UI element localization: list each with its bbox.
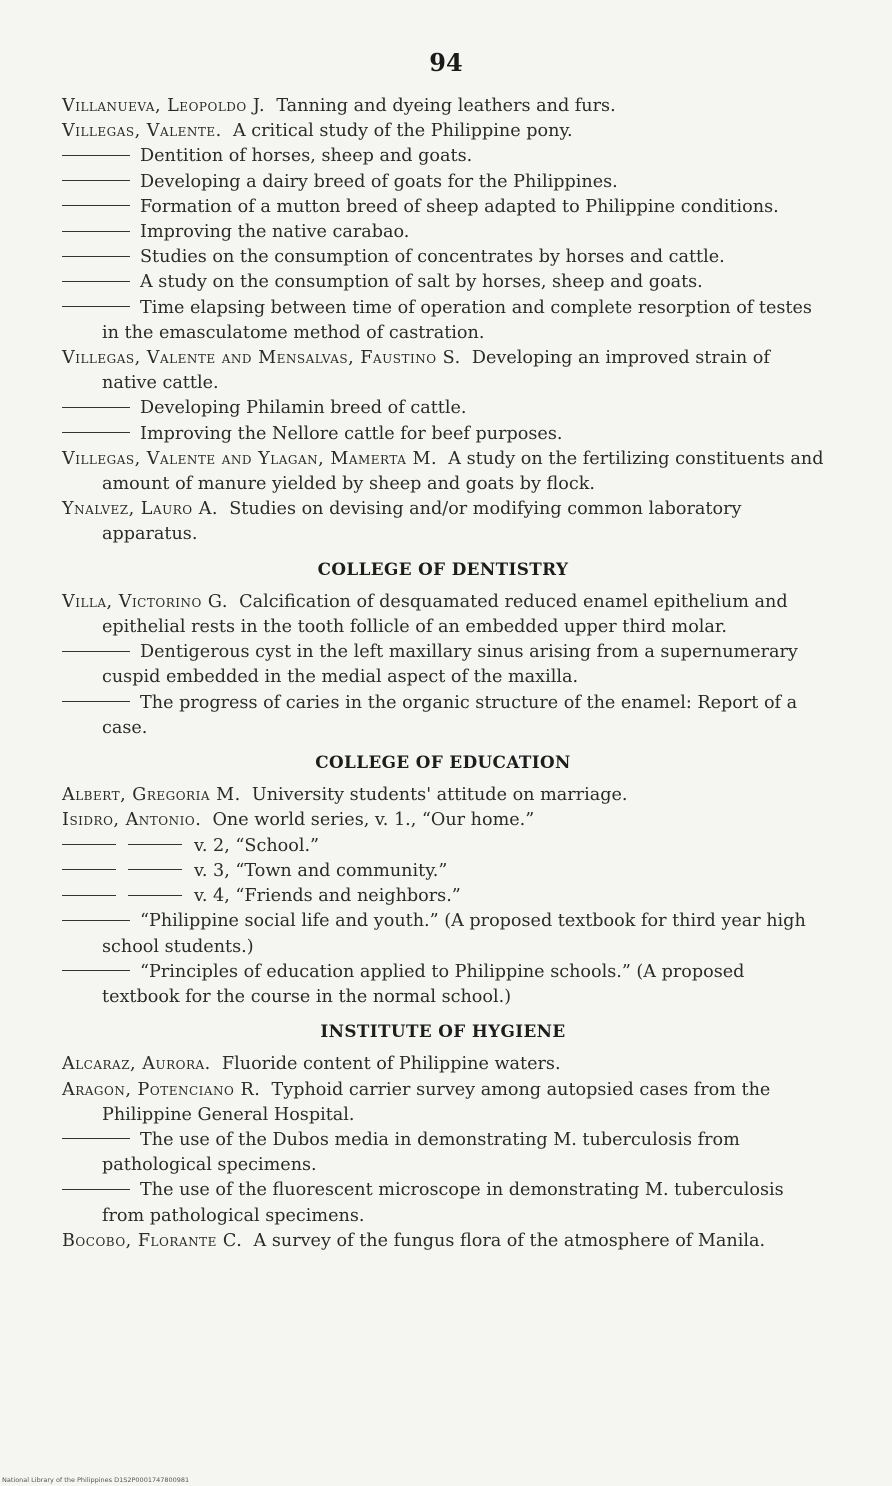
entry-title: v. 4, “Friends and neighbors.” <box>194 886 461 907</box>
entry <box>62 270 824 295</box>
ditto-dash <box>62 205 130 206</box>
entry-title: University students' attitude on marriage. <box>251 785 628 806</box>
entry-title: Time elapsing between time of operation and complete resorption of testes in the emasculatome method of castration. <box>102 297 812 343</box>
section-heading-education: COLLEGE OF EDUCATION <box>315 752 571 773</box>
entry-author: Villegas, Valente and Ylagan, Mamerta M. <box>62 448 438 469</box>
entry <box>62 884 824 909</box>
entry <box>62 447 824 497</box>
entry-author: Bocobo, Florante C. <box>62 1230 243 1251</box>
entry <box>62 220 824 245</box>
entry-title: Tanning and dyeing leathers and furs. <box>276 96 616 116</box>
ditto-dash <box>62 306 130 307</box>
ditto-dash <box>62 869 116 870</box>
entry <box>62 783 824 808</box>
entry-title: Developing a dairy breed of goats for the Philippines. <box>140 171 618 192</box>
ditto-dash <box>62 407 130 408</box>
entry <box>62 195 824 220</box>
entry <box>62 640 824 690</box>
entry-title: A study on the consumption of salt by horses, sheep and goats. <box>140 272 703 293</box>
entry <box>62 808 824 833</box>
entry-author: Ynalvez, Lauro A. <box>62 499 219 520</box>
page-number: 94 <box>429 48 463 77</box>
bibliography-content <box>62 94 824 1254</box>
entry-title: Fluoride content of Philippine waters. <box>221 1054 561 1075</box>
ditto-dash <box>62 701 130 702</box>
ditto-dash <box>62 970 130 971</box>
entry <box>62 960 824 1010</box>
entry-author: Villa, Victorino G. <box>62 591 228 612</box>
entry <box>62 1178 824 1228</box>
entry-author: Alcaraz, Aurora. <box>62 1054 211 1075</box>
ditto-dash <box>62 844 116 845</box>
entry-author: Aragon, Potenciano R. <box>62 1079 261 1100</box>
entry-title: Formation of a mutton breed of sheep adapted to Philippine conditions. <box>140 196 779 217</box>
ditto-dash <box>62 920 130 921</box>
ditto-dash <box>128 844 182 845</box>
library-footer: National Library of the Philippines D1S2P0001747800981 <box>2 1476 190 1484</box>
entry <box>62 170 824 195</box>
entry <box>62 497 824 547</box>
entry <box>62 859 824 884</box>
entry <box>62 1128 824 1178</box>
entry <box>62 144 824 169</box>
entry <box>62 296 824 346</box>
entry <box>62 909 824 959</box>
section-heading-hygiene: INSTITUTE OF HYGIENE <box>320 1021 566 1042</box>
entry-title: The use of the fluorescent microscope in demonstrating M. tuberculosis from pathological specimens. <box>102 1180 784 1226</box>
entry-title: v. 3, “Town and community.” <box>194 860 448 881</box>
entry <box>62 691 824 741</box>
entry <box>62 396 824 421</box>
entry-title: Improving the native carabao. <box>140 222 410 243</box>
entry-title: Studies on the consumption of concentrates by horses and cattle. <box>140 247 725 268</box>
entry <box>62 119 824 144</box>
entry <box>62 1229 824 1254</box>
ditto-dash <box>62 1138 130 1139</box>
entry-title: Improving the Nellore cattle for beef purposes. <box>140 423 563 444</box>
entry-title: Typhoid carrier survey among autopsied cases from the Philippine General Hospital. <box>102 1079 771 1125</box>
entry <box>62 346 824 396</box>
entry-title: v. 2, “School.” <box>194 835 320 856</box>
ditto-dash <box>62 155 130 156</box>
entry-title: One world series, v. 1., “Our home.” <box>212 810 535 831</box>
entry-title: A survey of the fungus flora of the atmosphere of Manila. <box>253 1230 766 1251</box>
entry-author: Albert, Gregoria M. <box>62 785 241 806</box>
entry <box>62 245 824 270</box>
entry-author: Villanueva, Leopoldo J. <box>62 96 266 116</box>
entry <box>62 94 824 119</box>
entry-title: A study on the fertilizing constituents and amount of manure yielded by sheep and goats by flock. <box>102 448 824 495</box>
ditto-dash <box>62 651 130 652</box>
entry-title: The progress of caries in the organic structure of the enamel: Report of a case. <box>102 692 798 738</box>
entry-title: “Principles of education applied to Philippine schools.” (A proposed textbook for the course in the normal school.) <box>102 961 745 1007</box>
entry-title: “Philippine social life and youth.” (A proposed textbook for third year high school students.) <box>102 911 806 957</box>
ditto-dash <box>62 1189 130 1190</box>
entry-title: A critical study of the Philippine pony. <box>232 121 573 142</box>
entry-title: Dentigerous cyst in the left maxillary sinus arising from a supernumerary cuspid embedded in the medial aspect of the maxilla. <box>102 642 798 688</box>
entry <box>62 1052 824 1077</box>
entry-title: Dentition of horses, sheep and goats. <box>140 146 473 167</box>
entry <box>62 834 824 859</box>
entry <box>62 1078 824 1128</box>
entry-title: Calcification of desquamated reduced enamel epithelium and epithelial rests in the tooth follicle of an embedded upper third molar. <box>102 591 788 638</box>
ditto-dash <box>128 869 182 870</box>
ditto-dash <box>62 180 130 181</box>
ditto-dash <box>62 432 130 433</box>
ditto-dash <box>62 256 130 257</box>
ditto-dash <box>62 281 130 282</box>
ditto-dash <box>128 895 182 896</box>
entry-title: Developing an improved strain of native cattle. <box>102 348 770 394</box>
ditto-dash <box>62 895 116 896</box>
entry-title: The use of the Dubos media in demonstrating M. tuberculosis from pathological specimens. <box>102 1129 740 1176</box>
entry-author: Isidro, Antonio. <box>62 810 202 831</box>
ditto-dash <box>62 231 130 232</box>
entry-title: Developing Philamin breed of cattle. <box>140 398 467 419</box>
entry-author: Villegas, Valente and Mensalvas, Faustino S. <box>62 348 461 369</box>
section-heading-dentistry: COLLEGE OF DENTISTRY <box>317 558 569 579</box>
entry <box>62 422 824 447</box>
entry-author: Villegas, Valente. <box>62 121 222 142</box>
entry <box>62 590 824 640</box>
entry-title: Studies on devising and/or modifying common laboratory apparatus. <box>102 499 742 545</box>
